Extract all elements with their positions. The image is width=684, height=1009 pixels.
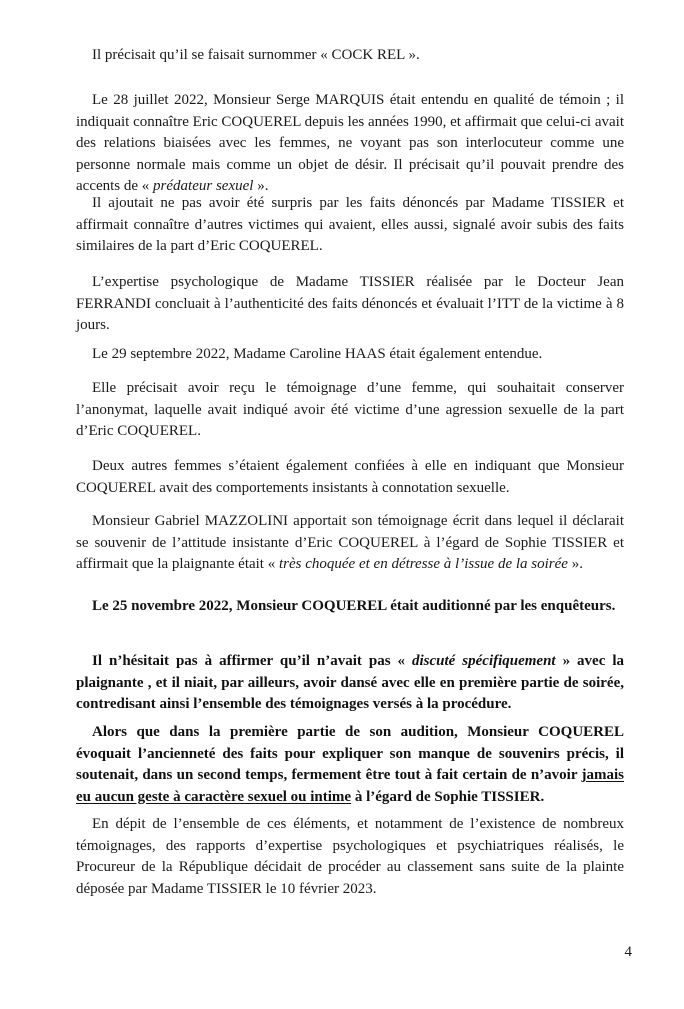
quoted-italic: prédateur sexuel — [153, 178, 254, 194]
paragraph-text: Il n’hésitait pas à affirmer qu’il n’avait pas « — [92, 653, 412, 669]
paragraph-text: Alors que dans la première partie de son audition, Monsieur COQUEREL évoquait l’ancienneté des faits pour expliquer son manque de souvenirs précis, il soutenait, dans un second temps, fermement être tout à fait certain de n’avoir — [76, 724, 624, 783]
paragraph-mazzolini — [76, 511, 624, 576]
paragraph-caroline-haas: Le 29 septembre 2022, Madame Caroline HAAS était également entendue. — [92, 346, 543, 362]
page-number: 4 — [624, 944, 632, 960]
paragraph-text: Monsieur Gabriel MAZZOLINI apportait son témoignage écrit dans lequel il déclarait se souvenir de l’attitude insistante d’Eric COQUEREL à l’égard de Sophie TISSIER et affirmait que la plaignante était « — [76, 513, 624, 572]
quoted-italic: discuté spécifiquement — [411, 653, 556, 669]
paragraph-two-women: Deux autres femmes s’étaient également confiées à elle en indiquant que Monsieur COQUEREL avait des comportements insistants à connotation sexuelle. — [76, 458, 624, 496]
paragraph-audition-date: Le 25 novembre 2022, Monsieur COQUEREL était auditionné par les enquêteurs. — [92, 598, 616, 614]
quoted-italic: très choquée et en détresse à l’issue de la soirée — [278, 556, 568, 572]
paragraph-expertise: L’expertise psychologique de Madame TISSIER réalisée par le Docteur Jean FERRANDI concluait à l’authenticité des faits dénoncés et évaluait l’ITT de la victime à 8 jours. — [76, 274, 624, 333]
paragraph-text: » avec la plaignante , et il niait, par ailleurs, avoir dansé avec elle en première partie de soirée, contredisant ainsi l’ensemble des témoignages versés à la procédure. — [76, 653, 625, 712]
paragraph-text: ». — [567, 556, 583, 572]
underlined-text: jamais eu aucun geste à caractère sexuel ou intime — [76, 767, 624, 805]
paragraph-cock-rel: Il précisait qu’il se faisait surnommer « COCK REL ». — [92, 47, 420, 63]
paragraph-text: Le 28 juillet 2022, Monsieur Serge MARQUIS était entendu en qualité de témoin ; il indiquait connaître Eric COQUEREL depuis les années 1990, et affirmait que celui-ci avait des relations biaisées avec les femmes, ne voyant pas son interlocuteur comme une personne normale mais comme un objet de désir. Il précisait qu’il pouvait prendre des accents de « — [76, 92, 624, 194]
paragraph-other-victims: Il ajoutait ne pas avoir été surpris par les faits dénoncés par Madame TISSIER et affirmait connaître d’autres victimes qui avaient, elles aussi, signalé avoir subis des faits similaires de la part d’Eric COQUEREL. — [76, 195, 624, 254]
paragraph-serge-marquis — [76, 90, 624, 198]
paragraph-testimony-anonymous: Elle précisait avoir reçu le témoignage d’une femme, qui souhaitait conserver l’anonymat, laquelle avait indiqué avoir été victime d’une agression sexuelle de la part d’Eric COQUEREL. — [76, 380, 624, 439]
paragraph-text: à l’égard de Sophie TISSIER. — [351, 788, 545, 805]
paragraph-classement-sans-suite: En dépit de l’ensemble de ces éléments, et notamment de l’existence de nombreux témoignages, des rapports d’expertise psychologiques et psychiatriques réalisés, le Procureur de la République décidait de procéder au classement sans suite de la plainte déposée par Madame TISSIER le 10 février 2023. — [76, 816, 624, 897]
paragraph-text: ». — [253, 178, 269, 194]
paragraph-audition-contradiction — [76, 722, 624, 808]
paragraph-denial — [76, 651, 624, 716]
